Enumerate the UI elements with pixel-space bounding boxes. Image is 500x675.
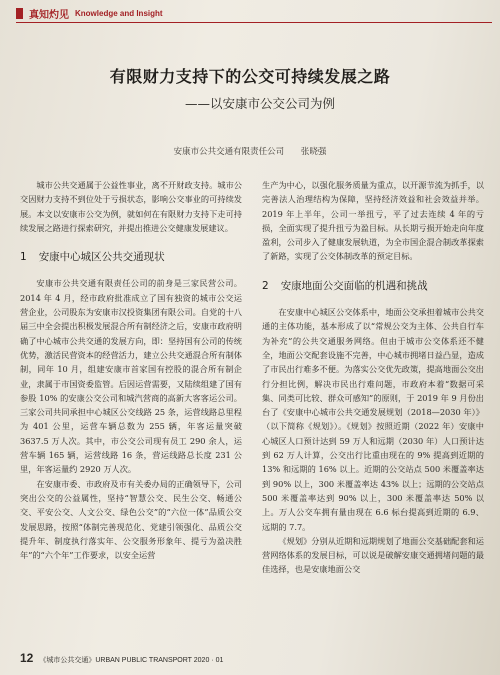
section-header — [16, 6, 163, 21]
section-heading-2 — [262, 279, 484, 293]
journal-name: 《城市公共交通》URBAN PUBLIC TRANSPORT 2020 · 01 — [39, 657, 224, 664]
section-title-cn: 真知灼见 — [29, 10, 69, 21]
body-paragraph: 安康市公共交通有限责任公司的前身是三家民营公司。2014 年 4 月，经市政府批准成立了国有独资的城市公交运营企业，公司股东为安康市汉投资集团有限公司。自党的十八届三中全会提出积极发展混合所有制经济之后，安康市政府明确了中心城市公共交通的发展方向，即：坚持国有公司的传统优势，激活民营资本的经营活力，建立公共交通混合所有制体制，同年 10 月，组建安康市首家国有控股的混合所有制企业，隶属于市国资委监管。后因运营需要，又陆续组建了国有参股 10% 的安康公交公司和城汽营商的高新大客客运公司。三家公司共同承担中心城区公交线路 25 条，运营线路总里程为 401 公里，运营车辆总数为 255 辆，年客运量突破 3637.5 万人次。其中，市公交公司现有员工 290 余人，运营车辆 165 辆，运营线路 16 条，营运线路总长度 231 公里，年客运量约 2920 万人次。 — [20, 278, 242, 475]
section-heading-text: 安康地面公交面临的机遇和挑战 — [280, 279, 428, 292]
section-marker — [16, 8, 23, 19]
body-paragraph: 生产为中心，以强化服务质量为重点，以开源节流为抓手，以完善法人治理结构为保障，坚持经济效益和社会效益并举。2019 年上半年，公司一举扭亏，平了过去连续 4 年的亏损，全面实现了提升扭亏为盈目标。从长期亏损开始走向年度盈利，公司步入了健康发展轨道，为全市国企混合制改革探索了新路，实现了公交体制改革的预定目标。 — [262, 180, 484, 262]
body-paragraph: 在安康中心城区公交体系中，地面公交承担着城市公共交通的主体功能，基本形成了以“常规公交为主体、公共自行车为补充”的公共交通服务网络。但由于城市公交体系还不健全，地面公交配套设施不完善，中心城市拥堵日益凸显，造成了市民出行难多不便。为落实公交优先政策，提高地面公交出行分担比例，解决市民出行难问题，市政府本着“数据可采集、同类可比较、群众可感知”的原则，于 2019 年 9 月份出台了《安康中心城市公共交通发展规划（2018—2030 年）》（以下简称《规划》）。《规划》按照近期（2022 年）安康中心城区人口预计达到 59 万人和远期（2030 年）人口预计达到 62 万人计算，公交出行比重由现在的 9% 提高到近期的 13% 和远期的 16% 以上。近期的公交站点 500 米覆盖率达到 90% 以上，300 米覆盖率达 43% 以上；远期的公交站点 500 米覆盖率达到 90% 以上，300 米覆盖率达 50% 以上。万人公交车拥有量由现在 6.6 标台提高到近期的 6.9、远期的 7.7。 — [262, 307, 484, 532]
intro-paragraph: 城市公共交通属于公益性事业，离不开财政支持。城市公交因财力支持不到位处于亏损状态，影响公交事业的可持续发展。本文以安康市公交为例，就如何在有限财力支持下走可持续发展之路进行探索研究，并提出推进公交健康发展建议。 — [20, 180, 242, 233]
section-heading-number: 2 — [262, 279, 269, 292]
body-paragraph: 在安康市委、市政府及市有关委办局的正确领导下，公司突出公交的公益属性，坚持“智慧公交、民生公交、畅通公交、平安公交、人文公交、绿色公交”的“六位一体”品质公交发展思路，按照“体制完善现范化、党建引领强化、品质公交提升年、制度执行落实年、公交服务形象年、提亏为盈决胜年”的“六个年”工作要求，以安全运营 — [20, 478, 242, 561]
section-heading-number: 1 — [20, 251, 27, 264]
right-column — [262, 178, 484, 577]
page-footer — [20, 651, 223, 665]
left-column — [20, 178, 242, 562]
page-number: 12 — [20, 651, 34, 665]
author-affiliation: 安康市公共交通有限责任公司 — [173, 147, 285, 157]
section-title-en: Knowledge and Insight — [75, 9, 163, 18]
article-subtitle: ——以安康市公交公司为例 — [185, 96, 336, 111]
author-name: 张晓强 — [300, 147, 327, 157]
header-rule — [16, 22, 492, 23]
body-paragraph: 《规划》分别从近期和远期规划了地面公交基础配套和运营网络体系的发展目标，可以说是破解安康交通拥堵问题的最佳选择，也是安康地面公交 — [262, 535, 484, 575]
article-title: 有限财力支持下的公交可持续发展之路 — [109, 67, 391, 86]
section-heading-text: 安康中心城区公共交通现状 — [38, 251, 165, 264]
section-heading-1 — [20, 250, 242, 264]
byline — [0, 145, 500, 157]
